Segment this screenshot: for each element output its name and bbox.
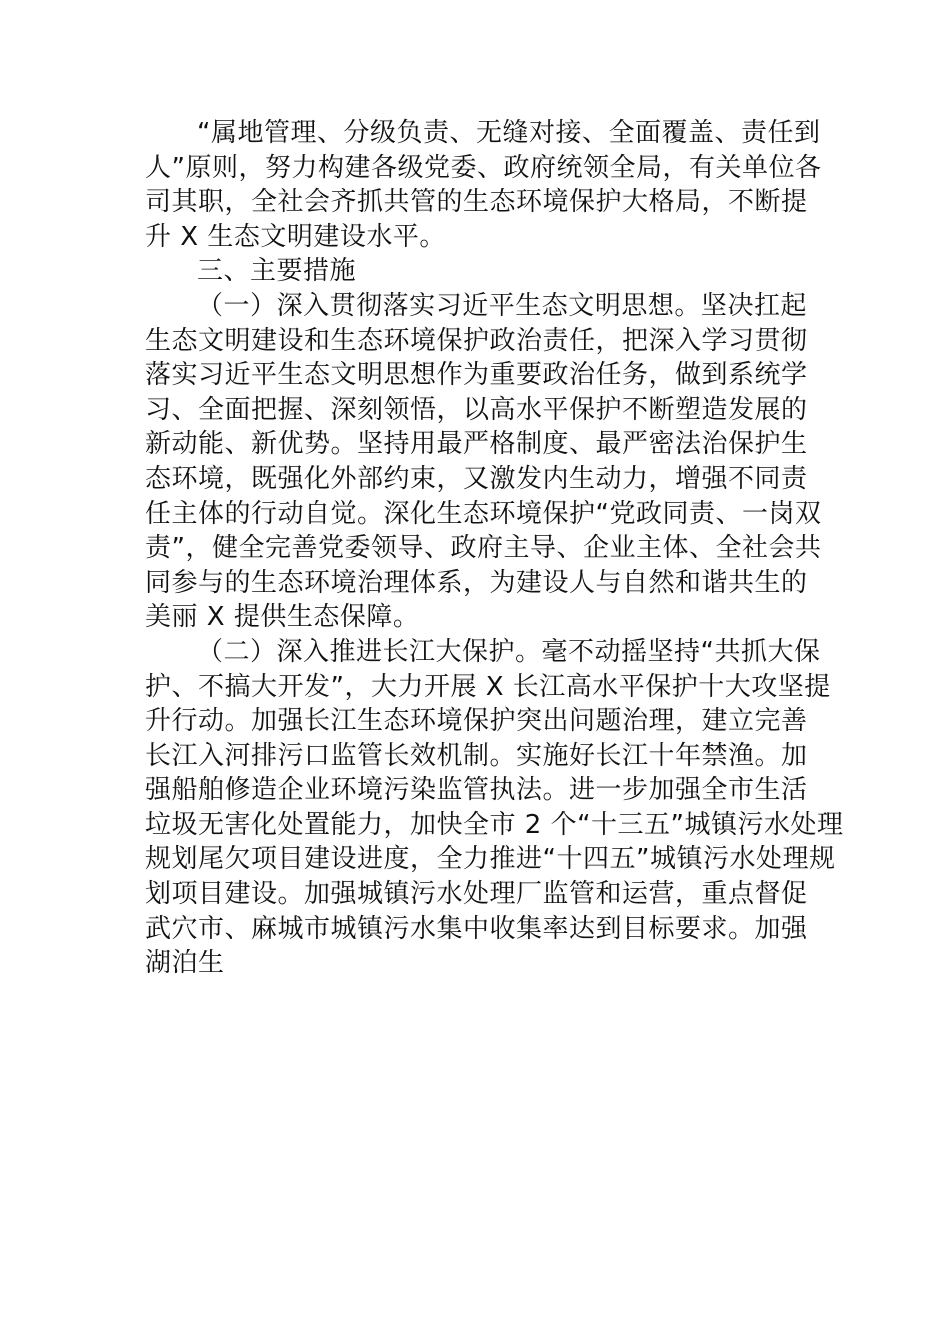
- text-line: 武穴市、麻城市城镇污水集中收集率达到目标要求。加强: [145, 913, 808, 944]
- text-line: 任主体的行动自觉。深化生态环境保护“党政同责、一岗双: [145, 498, 822, 529]
- text-line: 护、不搞大开发”，大力开展 X 长江高水平保护十大攻坚提: [145, 671, 831, 702]
- text-line: 升 X 生态文明建设水平。: [145, 221, 446, 252]
- text-line: 垃圾无害化处置能力，加快全市 2 个“十三五”城镇污水处理: [145, 809, 844, 840]
- text-line: 落实习近平生态文明思想作为重要政治任务，做到系统学: [145, 360, 808, 391]
- text-line: 生态文明建设和生态环境保护政治责任，把深入学习贯彻: [145, 325, 808, 356]
- text-line: 人”原则，努力构建各级党委、政府统领全局，有关单位各: [145, 152, 822, 183]
- text-line: （二）深入推进长江大保护。毫不动摇坚持“共抓大保: [197, 636, 821, 667]
- text-line: 划项目建设。加强城镇污水处理厂监管和运营，重点督促: [145, 879, 808, 910]
- text-line: （一）深入贯彻落实习近平生态文明思想。坚决扛起: [197, 290, 807, 321]
- section-heading: 三、主要措施: [197, 256, 357, 287]
- text-line: 习、全面把握、深刻领悟，以高水平保护不断塑造发展的: [145, 394, 808, 425]
- text-line: 态环境，既强化外部约束，又激发内生动力，增强不同责: [145, 463, 808, 494]
- text-line: 湖泊生: [145, 948, 225, 979]
- text-line: 长江入河排污口监管长效机制。实施好长江十年禁渔。加: [145, 740, 808, 771]
- text-line: “属地管理、分级负责、无缝对接、全面覆盖、责任到: [197, 118, 821, 148]
- text-line: 责”，健全完善党委领导、政府主导、企业主体、全社会共: [145, 533, 822, 564]
- text-line: 升行动。加强长江生态环境保护突出问题治理，建立完善: [145, 706, 808, 737]
- text-line: 强船舶修造企业环境污染监管执法。进一步加强全市生活: [145, 775, 808, 806]
- document-body: [145, 116, 844, 981]
- text-line: 美丽 X 提供生态保障。: [145, 602, 420, 633]
- text-line: 新动能、新优势。坚持用最严格制度、最严密法治保护生: [145, 429, 808, 460]
- text-line: 司其职，全社会齐抓共管的生态环境保护大格局，不断提: [145, 187, 808, 218]
- text-line: 规划尾欠项目建设进度，全力推进“十四五”城镇污水处理规: [145, 844, 836, 875]
- text-line: 同参与的生态环境治理体系，为建设人与自然和谐共生的: [145, 567, 808, 598]
